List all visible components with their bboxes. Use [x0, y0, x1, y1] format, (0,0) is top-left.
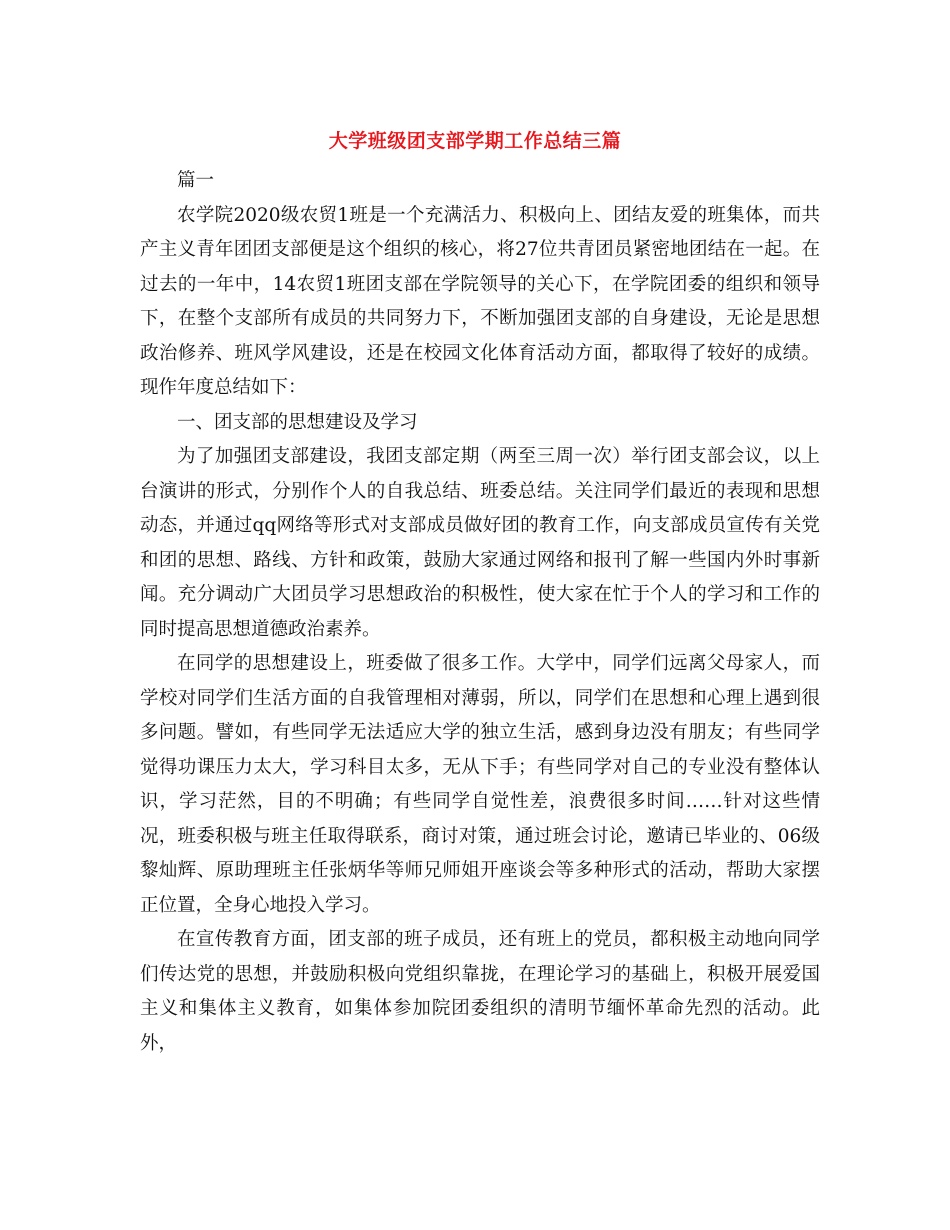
document-body: [140, 164, 820, 1061]
paragraph: 在同学的思想建设上，班委做了很多工作。大学中，同学们远离父母家人，而学校对同学们生活方面的自我管理相对薄弱，所以，同学们在思想和心理上遇到很多问题。譬如，有些同学无法适应大学的独立生活，感到身边没有朋友；有些同学觉得功课压力太大，学习科目太多，无从下手；有些同学对自己的专业没有整体认识，学习茫然，目的不明确；有些同学自觉性差，浪费很多时间……针对这些情况，班委积极与班主任取得联系，商讨对策，通过班会讨论，邀请已毕业的、06级黎灿辉、原助理班主任张炳华等师兄师姐开座谈会等多种形式的活动，帮助大家摆正位置，全身心地投入学习。: [140, 653, 820, 916]
paragraph: 在宣传教育方面，团支部的班子成员，还有班上的党员，都积极主动地向同学们传达党的思想，并鼓励积极向党组织靠拢，在理论学习的基础上，积极开展爱国主义和集体主义教育，如集体参加院团委组织的清明节缅怀革命先烈的活动。此外，: [140, 929, 820, 1054]
paragraph: 农学院2020级农贸1班是一个充满活力、积极向上、团结友爱的班集体，而共产主义青年团团支部便是这个组织的核心，将27位共青团员紧密地团结在一起。在过去的一年中，14农贸1班团支部在学院领导的关心下，在学院团委的组织和领导下，在整个支部所有成员的共同努力下，不断加强团支部的自身建设，无论是思想政治修养、班风学风建设，还是在校园文化体育活动方面，都取得了较好的成绩。现作年度总结如下：: [140, 204, 820, 398]
paragraph: 为了加强团支部建设，我团支部定期（两至三周一次）举行团支部会议，以上台演讲的形式，分别作个人的自我总结、班委总结。关注同学们最近的表现和思想动态，并通过qq网络等形式对支部成员做好团的教育工作，向支部成员宣传有关党和团的思想、路线、方针和政策，鼓励大家通过网络和报刊了解一些国内外时事新闻。充分调动广大团员学习思想政治的积极性，使大家在忙于个人的学习和工作的同时提高思想道德政治素养。: [140, 446, 820, 640]
document-title: 大学班级团支部学期工作总结三篇: [328, 130, 622, 152]
section-heading: 篇一: [177, 170, 215, 191]
section-heading: 一、团支部的思想建设及学习: [177, 411, 418, 433]
